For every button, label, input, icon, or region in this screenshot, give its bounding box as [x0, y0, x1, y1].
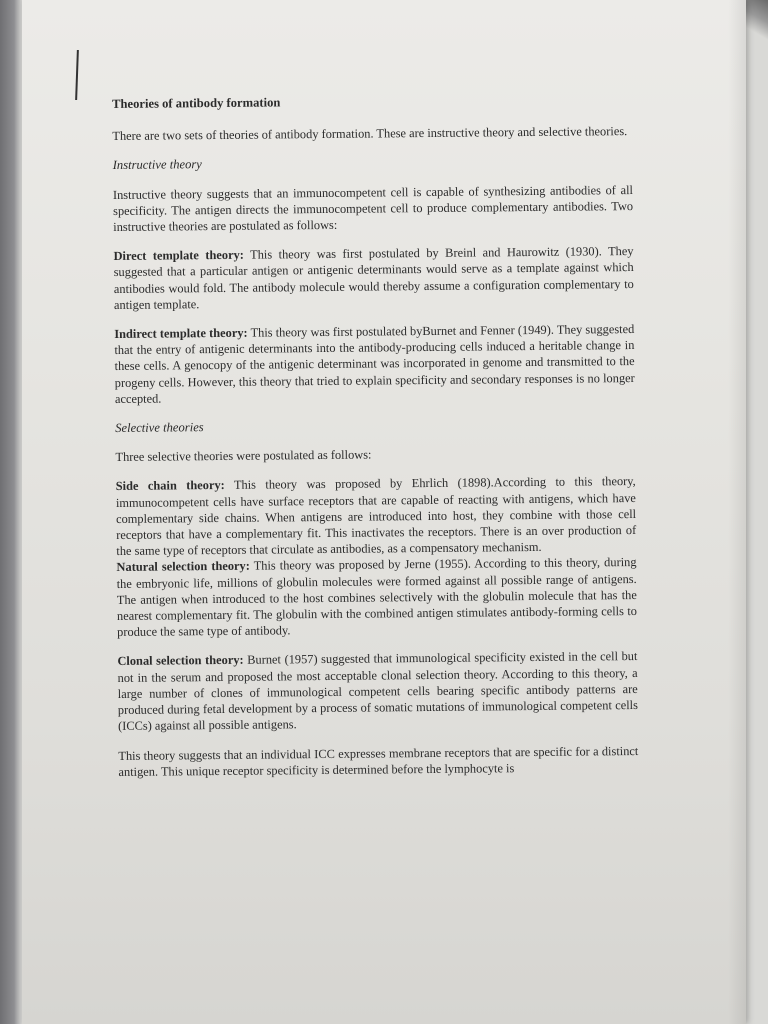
document-body	[112, 91, 639, 793]
selective-section-title: Selective theories	[115, 420, 204, 436]
instructive-section-title: Instructive theory	[112, 157, 202, 173]
side-chain-paragraph	[116, 473, 637, 559]
clonal-selection-text: Burnet (1957) suggested that immunological specificity existed in the cell but not in the serum and proposed the most acceptable clonal selection theory. According to this theory, a large number of clones of immunological competent cells bearing specific antibody patterns are produced during fetal development by a process of somatic mutations of immunological competent cells (ICCs) against all possible antigens.	[117, 649, 638, 734]
document-title: Theories of antibody formation	[112, 95, 281, 111]
pen-mark	[75, 50, 79, 100]
indirect-template-paragraph	[114, 321, 635, 407]
indirect-template-text: This theory was first postulated byBurnet and Fenner (1949). They suggested that the entry of antigenic determinants into the antibody-producing cells induced a heritable change in these cells. A genocopy of the antigenic determinant was incorporated in genome and transmitted to the progeny cells. However, this theory that tried to explain specificity and secondary responses is no longer accepted.	[114, 322, 635, 406]
natural-selection-label: Natural selection theory:	[116, 559, 250, 575]
direct-template-label: Direct template theory:	[113, 247, 244, 264]
direct-template-paragraph	[113, 243, 634, 313]
clonal-selection-paragraph	[117, 648, 638, 734]
clonal-selection-label: Clonal selection theory:	[117, 653, 244, 669]
natural-selection-text: This theory was proposed by Jerne (1955). According to this theory, during the embryonic life, millions of globulin molecules were formed against all possible range of antigens. The antigen when introduced to the host combines selectively with the globulin molecule that has the nearest complementary fit. The globulin with the combined antigen stimulates antibody-forming cells to produce the same type of antibody.	[116, 555, 638, 640]
instructive-intro: Instructive theory suggests that an immunocompetent cell is capable of synthesizing antibodies of all specificity. The antigen directs the immunocompetent cell to produce complementary antibodies. Two instructive theories are postulated as follows:	[112, 182, 634, 235]
selective-intro: Three selective theories were postulated as follows:	[115, 447, 372, 465]
final-paragraph: This theory suggests that an individual ICC expresses membrane receptors that are specific for a distinct antigen. This unique receptor specificity is determined before the lymphocyte is	[118, 743, 639, 779]
side-chain-label: Side chain theory:	[115, 478, 225, 494]
indirect-template-label: Indirect template theory:	[114, 325, 248, 342]
direct-template-text: This theory was first postulated by Breinl and Haurowitz (1930). They suggested that a particular antigen or antigenic determinants would serve as a template against which antibodies would fold. The antibody molecule would thereby assume a configuration complementary to antigen template.	[113, 244, 634, 312]
side-chain-text: This theory was proposed by Ehrlich (1898).According to this theory, immunocompetent cells have surface receptors that are capable of reacting with antigens, which have complementary side chains. When antigens are introduced into host, they combine with those cell receptors that have a complementary fit. This inactivates the receptors. There is an over production of the same type of receptors that circulate as antibodies, as a compensatory mechanism.	[115, 474, 637, 559]
natural-selection-paragraph	[116, 554, 637, 640]
intro-paragraph: There are two sets of theories of antibody formation. These are instructive theory and selective theories.	[112, 124, 628, 144]
